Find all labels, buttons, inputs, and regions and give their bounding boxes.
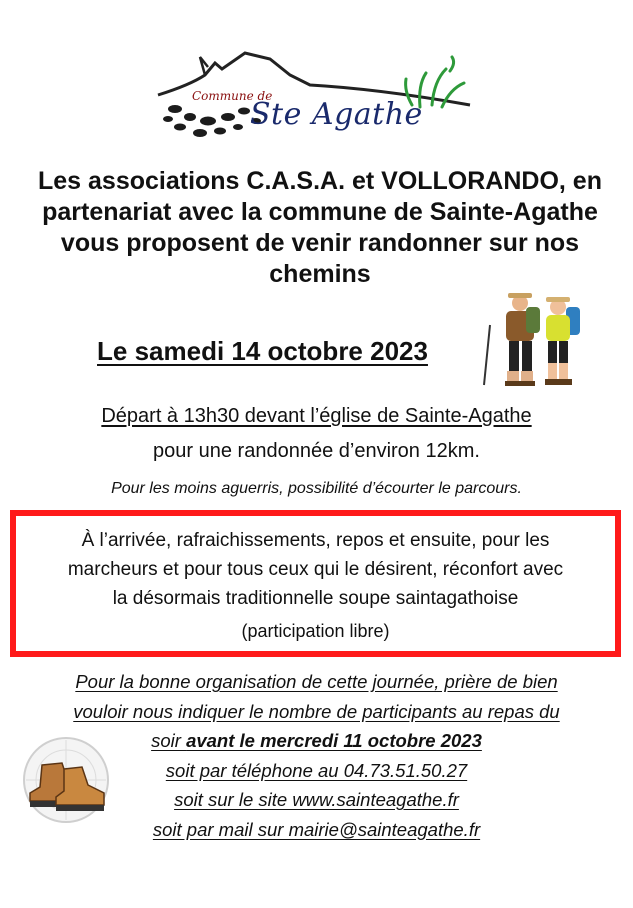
boots-illustration	[12, 735, 120, 825]
box-line: la désormais traditionnelle soupe saintagathoise	[112, 588, 519, 609]
logo-title-text: Ste Agathe	[250, 97, 423, 132]
box-line: (participation libre)	[241, 621, 390, 641]
headline-line: Les associations C.A.S.A. et VOLLORANDO, en	[37, 167, 602, 195]
distance-text: pour une randonnée d’environ 12km.	[153, 440, 480, 462]
org-email-link[interactable]: soit par mail sur mairie@sainteagathe.fr	[152, 818, 481, 840]
event-date: Le samedi 14 octobre 2023	[97, 336, 428, 366]
headline-line: vous proposent de venir randonner sur nos	[60, 229, 580, 257]
headline-line: chemins	[269, 260, 371, 288]
hikers-illustration	[478, 285, 588, 390]
hiking-boots-icon	[12, 735, 120, 825]
headline	[20, 166, 620, 290]
commune-logo	[150, 45, 490, 145]
headline-line: partenariat avec la commune de Sainte-Agathe	[42, 198, 598, 226]
org-website-link[interactable]: soit sur le site www.sainteagathe.fr	[174, 789, 459, 810]
org-line: Pour la bonne organisation de cette journée, prière de bien	[75, 671, 558, 692]
org-line: vouloir nous indiquer le nombre de participants au repas du	[73, 700, 560, 722]
logo-commune-text: Commune de	[192, 89, 273, 103]
hikers-icon	[478, 285, 588, 390]
box-line: marcheurs et pour tous ceux qui le désirent, réconfort avec	[67, 559, 564, 580]
org-phone[interactable]: soit par téléphone au 04.73.51.50.27	[165, 759, 468, 781]
shortcut-note: Pour les moins aguerris, possibilité d’écourter le parcours.	[111, 480, 522, 497]
arrival-info-box	[10, 510, 621, 657]
org-deadline-prefix: soir	[151, 730, 187, 751]
departure-text: Départ à 13h30 devant l’église de Sainte-Agathe	[101, 405, 532, 427]
org-deadline-date: avant le mercredi 11 octobre 2023	[186, 730, 482, 751]
box-line: À l’arrivée, rafraichissements, repos et ensuite, pour les	[81, 530, 550, 551]
